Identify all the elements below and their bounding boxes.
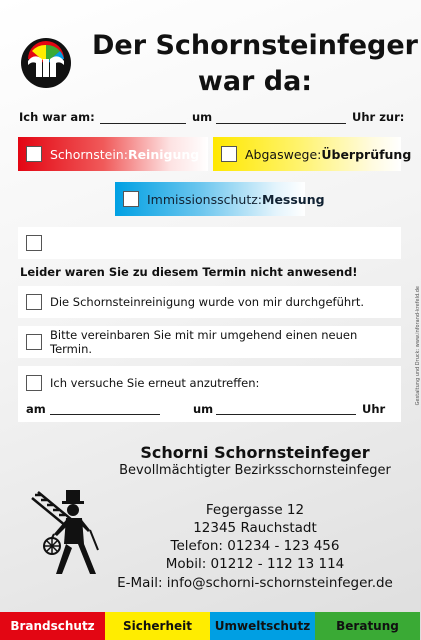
checkbox[interactable]	[26, 294, 42, 310]
footer-item-brandschutz: Brandschutz	[0, 612, 105, 640]
retry-date-label: am	[26, 402, 46, 416]
option-bold: Messung	[262, 191, 325, 207]
company-phone: Telefon: 01234 - 123 456	[170, 538, 340, 554]
visit-purpose-label: Uhr zur:	[352, 110, 405, 124]
row-cleaning-done[interactable]	[18, 286, 401, 318]
company-subtitle: Bevollmächtigter Bezirksschornsteinfeger	[119, 463, 391, 478]
checkbox[interactable]	[221, 146, 237, 162]
visit-time-field[interactable]	[216, 122, 346, 124]
checkbox[interactable]	[123, 191, 139, 207]
company-mobile: Mobil: 01212 - 112 13 114	[165, 556, 345, 572]
company-street: Fegergasse 12	[205, 502, 305, 518]
checkbox[interactable]	[26, 235, 42, 251]
retry-uhr-label: Uhr	[362, 402, 386, 416]
retry-time-field[interactable]	[216, 413, 356, 415]
footer-item-beratung: Beratung	[315, 612, 420, 640]
chimney-sweep-figure-icon	[28, 488, 108, 580]
checkbox[interactable]	[26, 375, 42, 391]
option-prefix: Schornstein:	[50, 146, 128, 162]
print-credit: Gestaltung und Druck: www.inforand-krefeld.de	[415, 286, 421, 406]
row-new-appointment[interactable]	[18, 326, 401, 358]
footer-item-sicherheit: Sicherheit	[105, 612, 210, 640]
row-text: Bitte vereinbaren Sie mit mir umgehend einen neuen Termin.	[50, 328, 358, 356]
option-immissionsschutz-messung[interactable]	[115, 182, 325, 216]
footer-band	[0, 612, 420, 640]
retry-time-label: um	[193, 402, 214, 416]
option-bold: Überprüfung	[321, 146, 412, 162]
row-text: Ich versuche Sie erneut anzutreffen:	[50, 376, 260, 390]
checkbox[interactable]	[26, 146, 42, 162]
company-city: 12345 Rauchstadt	[193, 520, 317, 536]
company-email[interactable]: E-Mail: info@schorni-schornsteinfeger.de	[117, 575, 393, 591]
page-title-line-2: war da:	[197, 66, 313, 97]
option-prefix: Immissionsschutz:	[147, 191, 262, 207]
visit-date-label: Ich war am:	[19, 110, 95, 124]
option-bold: Reinigung	[127, 146, 200, 162]
guild-logo-icon	[20, 37, 72, 89]
visit-date-field[interactable]	[100, 122, 186, 124]
blank-option-row[interactable]	[18, 227, 401, 259]
option-abgaswege-ueberpruefung[interactable]	[213, 137, 412, 171]
retry-date-field[interactable]	[50, 413, 160, 415]
checkbox[interactable]	[26, 334, 42, 350]
page-title-line-1: Der Schornsteinfeger	[92, 30, 418, 61]
company-name: Schorni Schornsteinfeger	[140, 443, 370, 462]
footer-item-umweltschutz: Umweltschutz	[210, 612, 315, 640]
option-schornstein-reinigung[interactable]	[18, 137, 208, 171]
absent-notice: Leider waren Sie zu diesem Termin nicht anwesend!	[20, 265, 358, 279]
option-prefix: Abgaswege:	[245, 146, 322, 162]
row-text: Die Schornsteinreinigung wurde von mir durchgeführt.	[50, 295, 365, 309]
visit-time-label: um	[192, 110, 213, 124]
